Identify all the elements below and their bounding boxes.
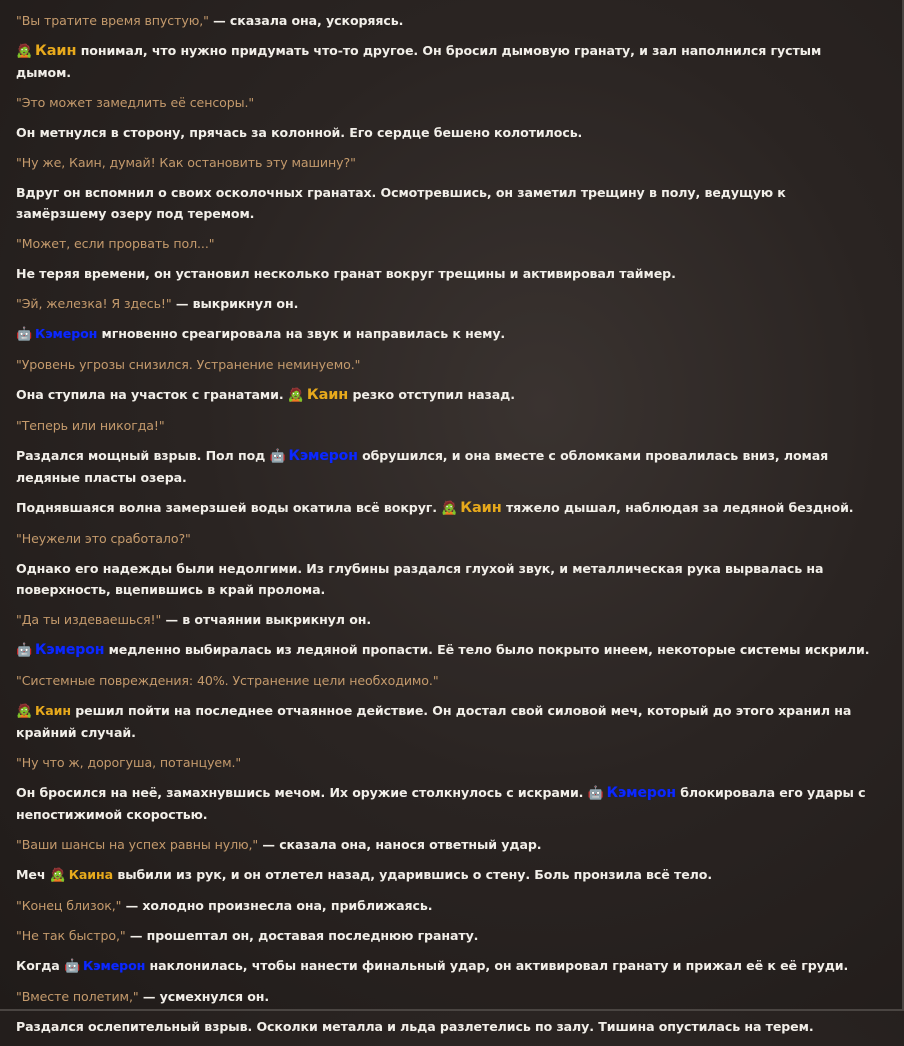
dialogue-quote: "Да ты издеваешься!"	[16, 612, 162, 627]
character-name-cameron: Кэмерон	[606, 785, 676, 801]
dialogue-quote: "Эй, железка! Я здесь!"	[16, 296, 172, 311]
text-run: мгновенно среагировала на звук и направилась к нему.	[97, 326, 506, 341]
story-paragraph	[16, 925, 876, 946]
text-run: Он бросился на неё, замахнувшись мечом. Их оружие столкнулось с искрами.	[16, 785, 588, 800]
character-name-kain: Каин	[306, 387, 349, 403]
cameron-avatar-icon: 🤖	[16, 643, 33, 658]
text-run: понимал, что нужно придумать что-то другое. Он бросил дымовую гранату, и зал наполнился густым дымом.	[16, 43, 822, 80]
story-paragraph	[16, 639, 876, 661]
dialogue-quote: "Ну же, Каин, думай! Как остановить эту машину?"	[16, 155, 356, 170]
text-run: резко отступил назад.	[348, 387, 515, 402]
story-paragraph	[16, 1016, 876, 1037]
story-paragraph	[16, 895, 876, 916]
text-run: тяжело дышал, наблюдая за ледяной бездной.	[501, 500, 854, 515]
text-run: медленно выбиралась из ледяной пропасти. Её тело было покрыто инеем, некоторые системы искрили.	[104, 642, 870, 657]
story-paragraph	[16, 92, 876, 113]
text-run: блокировала его удары с непостижимой скоростью.	[16, 785, 866, 822]
story-paragraph	[16, 528, 876, 549]
character-name-kain: Каин	[35, 703, 71, 718]
text-run: — выкрикнул он.	[171, 296, 299, 311]
dialogue-quote: "Это может замедлить её сенсоры."	[16, 95, 255, 110]
story-paragraph	[16, 263, 876, 284]
dialogue-quote: "Системные повреждения: 40%. Устранение цели необходимо."	[16, 673, 439, 688]
text-run: — сказала она, ускоряясь.	[208, 13, 404, 28]
dialogue-quote: "Неужели это сработало?"	[16, 531, 191, 546]
text-run: Раздался ослепительный взрыв. Осколки металла и льда разлетелись по залу. Тишина опустилась на терем.	[16, 1019, 814, 1034]
cameron-avatar-icon: 🤖	[16, 327, 33, 342]
story-paragraph	[16, 558, 876, 600]
character-name-cameron: Кэмерон	[288, 448, 358, 464]
story-paragraph	[16, 955, 876, 977]
story-paragraph	[16, 152, 876, 173]
story-paragraph	[16, 182, 876, 224]
text-run: решил пойти на последнее отчаянное действие. Он достал свой силовой меч, который до этого хранил на крайний случай.	[16, 703, 852, 740]
character-name-cameron: Кэмерон	[35, 326, 98, 341]
dialogue-quote: "Ваши шансы на успех равны нулю,"	[16, 837, 259, 852]
story-paragraph	[16, 415, 876, 436]
kain-avatar-icon: 🧟	[441, 501, 458, 516]
text-run: Вдруг он вспомнил о своих осколочных гранатах. Осмотревшись, он заметил трещину в полу, ведущую к замёрзшему озеру под теремом.	[16, 185, 786, 221]
story-paragraph	[16, 445, 876, 488]
dialogue-quote: "Конец близок,"	[16, 898, 122, 913]
text-run: — усмехнулся он.	[138, 989, 270, 1004]
cameron-avatar-icon: 🤖	[269, 449, 286, 464]
story-paragraph	[16, 864, 876, 886]
story-paragraph	[16, 233, 876, 254]
text-run: — сказала она, нанося ответный удар.	[258, 837, 542, 852]
text-run: обрушился, и она вместе с обломками провалилась вниз, ломая ледяные пласты озера.	[16, 448, 829, 485]
story-paragraph	[16, 752, 876, 773]
character-name-kain: Каин	[35, 43, 77, 59]
character-name-cameron: Кэмерон	[35, 642, 105, 658]
story-paragraph	[16, 609, 876, 630]
story-paragraph	[16, 700, 876, 743]
text-run: — холодно произнесла она, приближаясь.	[121, 898, 433, 913]
story-paragraph	[16, 10, 876, 31]
dialogue-quote: "Вы тратите время впустую,"	[16, 13, 209, 28]
text-run: — в отчаянии выкрикнул он.	[161, 612, 372, 627]
text-run: Когда	[16, 958, 64, 973]
story-paragraph	[16, 834, 876, 855]
kain-avatar-icon: 🧟	[16, 704, 33, 719]
story-paragraph	[16, 986, 876, 1007]
dialogue-quote: "Теперь или никогда!"	[16, 418, 165, 433]
story-paragraph	[16, 670, 876, 691]
story-paragraph	[16, 293, 876, 314]
cameron-avatar-icon: 🤖	[587, 786, 604, 801]
story-paragraph	[16, 497, 876, 519]
story-paragraph	[16, 384, 876, 406]
character-name-cameron: Кэмерон	[82, 958, 146, 973]
text-run: — прошептал он, доставая последнюю гранату.	[125, 928, 479, 943]
story-text	[16, 10, 876, 1046]
kain-avatar-icon: 🧟	[16, 44, 33, 59]
kain-avatar-icon: 🧟	[287, 388, 304, 403]
text-run: Раздался мощный взрыв. Пол под	[16, 448, 270, 463]
dialogue-quote: "Уровень угрозы снизился. Устранение неминуемо."	[16, 357, 361, 372]
cameron-avatar-icon: 🤖	[63, 959, 81, 974]
text-run: выбили из рук, и он отлетел назад, ударившись о стену. Боль пронзила всё тело.	[113, 867, 712, 882]
dialogue-quote: "Не так быстро,"	[16, 928, 126, 943]
text-run: наклонилась, чтобы нанести финальный удар, он активировал гранату и прижал её к её груди.	[145, 958, 849, 973]
story-paragraph	[16, 40, 876, 83]
text-run: Он метнулся в сторону, прячась за колонной. Его сердце бешено колотилось.	[16, 125, 583, 140]
text-run: Поднявшаяся волна замерзшей воды окатила всё вокруг.	[16, 500, 442, 515]
text-run: Однако его надежды были недолгими. Из глубины раздался глухой звук, и металлическая рука вырвалась на поверхность, вцепившись в край пролома.	[16, 561, 824, 597]
story-paragraph	[16, 323, 876, 345]
text-run: Не теряя времени, он установил несколько гранат вокруг трещины и активировал таймер.	[16, 266, 676, 281]
character-name-kain: Каин	[460, 500, 502, 516]
text-run: Она ступила на участок с гранатами.	[16, 387, 288, 402]
character-name-kain: Каина	[68, 867, 114, 882]
story-paragraph	[16, 122, 876, 143]
dialogue-quote: "Ну что ж, дорогуша, потанцуем."	[16, 755, 242, 770]
text-run: Меч	[16, 867, 50, 882]
story-paragraph	[16, 782, 876, 825]
dialogue-quote: "Может, если прорвать пол..."	[16, 236, 215, 251]
story-paragraph	[16, 354, 876, 375]
dialogue-quote: "Вместе полетим,"	[16, 989, 139, 1004]
kain-avatar-icon: 🧟	[49, 868, 66, 883]
